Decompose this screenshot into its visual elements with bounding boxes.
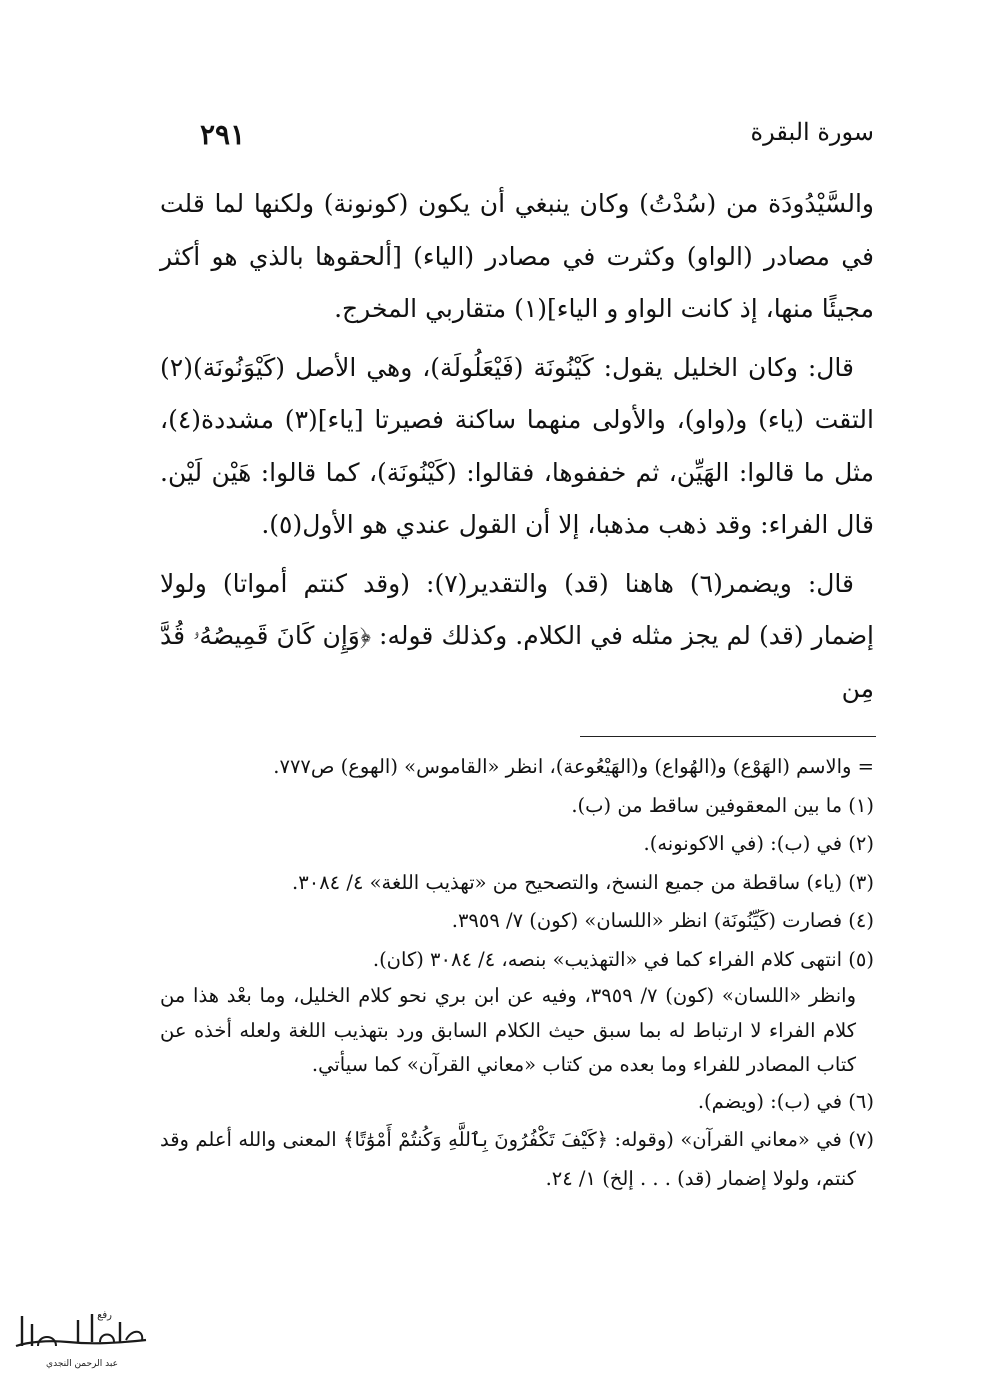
footnote: (٤) فصارت (كَيِّنُونَة) انظر «اللسان» (كون) ٧/ ٣٩٥٩. (451, 909, 874, 932)
paragraph: قال: ويضمر(٦) هاهنا (قد) والتقدير(٧): (وقد كنتم أمواتا) ولولا إضمار (قد) لم يجز مثله في الكلام. وكذلك قوله: ﴿وَإِن كَانَ قَمِيصُهُۥ قُدَّ مِن (160, 568, 874, 703)
footnote: (٦) في (ب): (ويضم). (697, 1089, 874, 1113)
stamp-word: رفع (97, 1310, 112, 1321)
main-text (160, 178, 874, 721)
footnote: (٣) (ياء) ساقطة من جميع النسخ، والتصحيح من «تهذيب اللغة» ٤/ ٣٠٨٤. (292, 870, 874, 894)
library-stamp-logo (8, 1306, 156, 1376)
page-header (160, 118, 874, 158)
footnote-separator (580, 736, 876, 737)
footnotes (160, 748, 874, 1198)
footnote-extra: وانظر «اللسان» (كون) ٧/ ٣٩٥٩، وفيه عن ابن بري نحو كلام الخليل، وما بعْد هذا من كلام الفراء لا ارتباط له بما سبق حيث الكلام السابق ورد بتهذيب اللغة ولعله أخذه عن كتاب المصادر للفراء وما بعده من كتاب «معاني القرآن» كما سيأتي. (160, 984, 856, 1077)
page-number: ٢٩١ (200, 118, 246, 151)
footnote: (١) ما بين المعقوفين ساقط من (ب). (571, 793, 874, 817)
paragraph: قال: وكان الخليل يقول: كَيْنُونَة (فَيْعَلُولَة)، وهي الأصل (كَيْوَنُونَة)(٢) التقت (ياء) و(واو)، والأولى منهما ساكنة فصيرتا [ياء](٣) مشددة(٤)، مثل ما قالوا: الهَيِّن، ثم خففوها، فقالوا: (كَيْنُونَة)، كما قالوا: هَيْن لَيْن. قال الفراء: وقد ذهب مذهبا، إلا أن القول عندي هو الأول(٥). (160, 352, 874, 539)
paragraph: والسَّيْدُودَة من (سُدْتُ) وكان ينبغي أن يكون (كونونة) ولكنها لما قلت في مصادر (الواو) وكثرت في مصادر (الياء) [ألحقوها بالذي هو أكثر مجيئًا منها، إذ كانت الواو و الياء](١) متقاربي المخرج. (160, 189, 874, 323)
footnote-continuation: = والاسم (الهَوْع) و(الهُواع) و(الهَيْعُوعة)، انظر «القاموس» (الهوع) ص٧٧٧. (273, 755, 874, 778)
surah-title: سورة البقرة (750, 118, 874, 146)
stamp-caption: عبد الرحمن النجدي (46, 1359, 118, 1369)
footnote: (٢) في (ب): (في الاكونونه). (643, 832, 874, 855)
footnote: (٧) في «معاني القرآن» (وقوله: ﴿كَيْفَ تَكْفُرُونَ بِٱللَّهِ وَكُنتُمْ أَمْوَٰتًا﴾ المعنى والله أعلم وقد كنتم، ولولا إضمار (قد) . . . إلخ) ١/ ٢٤. (160, 1128, 874, 1190)
footnote: (٥) انتهى كلام الفراء كما في «التهذيب» بنصه، ٤/ ٣٠٨٤ (كان). (372, 947, 874, 971)
